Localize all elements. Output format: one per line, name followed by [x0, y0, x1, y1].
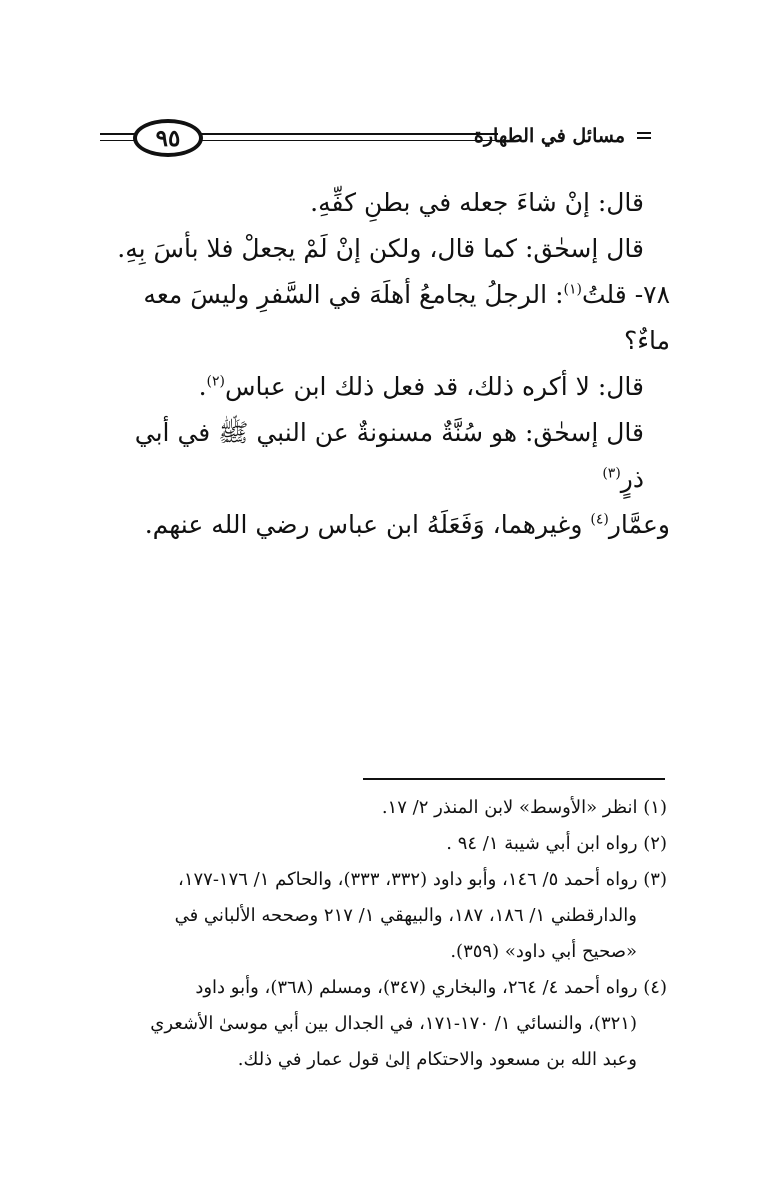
footnote-2: (٢) رواه ابن أبي شيبة ١/ ٩٤ .: [446, 833, 667, 854]
footnote-4-cont-1: (٣٢١)، والنسائي ١/ ١٧٠-١٧١، في الجدال بين أبي موسىٰ الأشعري: [150, 1013, 637, 1034]
running-title: مسائل في الطهارة: [473, 125, 625, 147]
title-mark-icon: [637, 132, 651, 140]
page-number-badge: [133, 119, 203, 157]
text-line-5: قال إسحٰق: هو سُنَّةٌ مسنونةٌ عن النبي ﷺ في أبي ذرٍ$^{(٣)}$: [134, 418, 644, 493]
text-line-4: قال: لا أكره ذلك، قد فعل ذلك ابن عباس$^{(٢)}$.: [198, 372, 644, 401]
footnote-separator: [363, 778, 665, 780]
footnote-ref-2[interactable]: (٢): [206, 373, 226, 390]
footnote-ref-1[interactable]: (١): [563, 281, 582, 298]
footnotes: [90, 790, 667, 1078]
footnote-3-cont-2: «صحيح أبي داود» (٣٥٩).: [450, 941, 637, 962]
main-text: [90, 180, 670, 548]
text-line-6: وعمَّار$^{(٤)}$ وغيرهما، وَفَعَلَهُ ابن عباس رضي الله عنهم.: [144, 510, 670, 539]
footnote-3: (٣) رواه أحمد ٥/ ١٤٦، وأبو داود (٣٣٢، ٣٣٣)، والحاكم ١/ ١٧٦-١٧٧،: [178, 869, 667, 890]
text-line-1: قال: إنْ شاءَ جعله في بطنِ كفِّهِ.: [310, 188, 644, 217]
footnote-ref-4[interactable]: (٤): [590, 511, 609, 528]
footnote-4-cont-2: وعبد الله بن مسعود والاحتكام إلىٰ قول عمار في ذلك.: [237, 1049, 637, 1070]
page-header: [0, 0, 765, 170]
footnote-ref-3[interactable]: (٣): [602, 465, 621, 482]
text-line-3: ٧٨- قلتُ$^{(١)}$: الرجلُ يجامعُ أهلَهَ في السَّفرِ وليسَ معه ماءٌ؟: [143, 280, 670, 355]
header-rule-right-bottom: [198, 140, 498, 141]
header-rule-right-top: [198, 133, 498, 135]
page-number: ٩٥: [155, 124, 181, 152]
footnote-3-cont-1: والدارقطني ١/ ١٨٦، ١٨٧، والبيهقي ١/ ٢١٧ وصححه الألباني في: [174, 905, 637, 926]
footnote-1: (١) انظر «الأوسط» لابن المنذر ٢/ ١٧.: [381, 797, 667, 818]
footnote-4: (٤) رواه أحمد ٤/ ٢٦٤، والبخاري (٣٤٧)، ومسلم (٣٦٨)، وأبو داود: [195, 977, 667, 998]
text-line-2: قال إسحٰق: كما قال، ولكن إنْ لَمْ يجعلْ فلا بأسَ بِهِ.: [117, 234, 644, 263]
